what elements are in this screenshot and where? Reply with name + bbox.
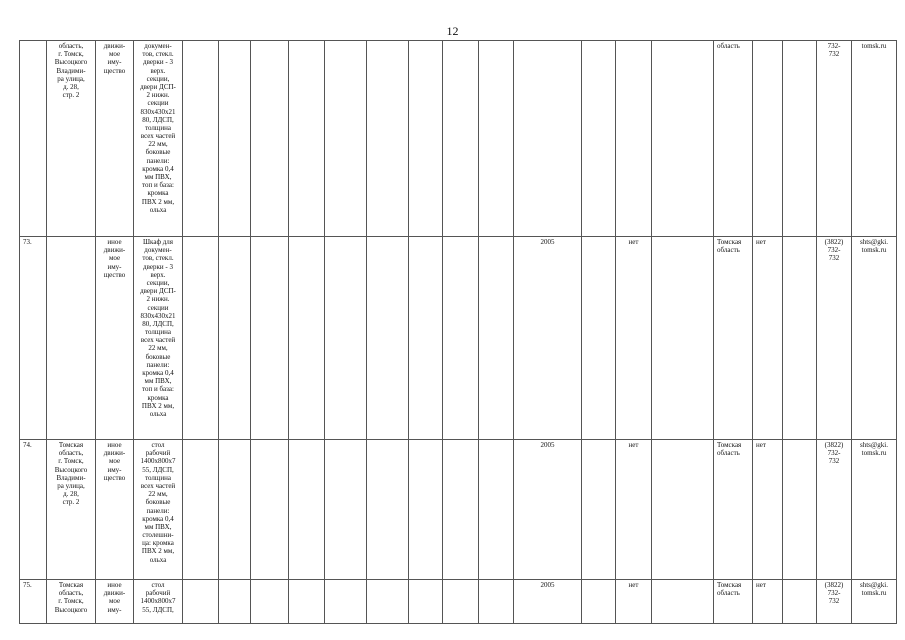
empty-cell	[783, 41, 817, 237]
row-number-cell	[20, 41, 47, 237]
property-type-cell: иное движи- мое иму- щество	[96, 237, 134, 440]
description-cell: докумен- тов, стекл. дверки - 3 верх. секции, двери ДСП- 2 нижн. секции 830х430х21 80, ЛДСП, толщина всех частей 22 мм, боковые панели: кромка 0,4 мм ПВХ, топ и база: кромка ПВХ 2 мм, ольха	[134, 41, 183, 237]
flag-cell	[616, 41, 652, 237]
property-type-cell: движи- мое иму- щество	[96, 41, 134, 237]
empty-cell	[409, 440, 443, 580]
empty-cell	[443, 580, 479, 624]
address-cell: область, г. Томск, Высоцкого Владими- ра улица, д. 28, стр. 2	[47, 41, 96, 237]
empty-cell	[582, 440, 616, 580]
phone-cell: (3822) 732- 732	[817, 440, 852, 580]
empty-cell	[251, 440, 289, 580]
table-row	[20, 580, 897, 624]
empty-cell	[367, 41, 409, 237]
row-number-cell: 74.	[20, 440, 47, 580]
phone-cell: (3822) 732- 732	[817, 237, 852, 440]
description-cell: стол рабочий 1400х800х7 55, ЛДСП,	[134, 580, 183, 624]
empty-cell	[289, 237, 325, 440]
empty-cell	[251, 237, 289, 440]
empty-cell	[652, 440, 714, 580]
email-cell: shts@gki. tomsk.ru	[852, 237, 897, 440]
empty-cell	[325, 237, 367, 440]
description-cell: Шкаф для докумен- тов, стекл. дверки - 3 верх. секции, двери ДСП- 2 нижн. секции 830х430х21 80, ЛДСП, толщина всех частей 22 мм, боковые панели: кромка 0,4 мм ПВХ, топ и база: кромка ПВХ 2 мм, ольха	[134, 237, 183, 440]
property-type-cell: иное движи- мое иму-	[96, 580, 134, 624]
address-cell: Томская область, г. Томск, Высоцкого Владими- ра улица, д. 28, стр. 2	[47, 440, 96, 580]
phone-cell: (3822) 732- 732	[817, 580, 852, 624]
email-cell: tomsk.ru	[852, 41, 897, 237]
empty-cell	[251, 41, 289, 237]
empty-cell	[582, 237, 616, 440]
empty-cell	[183, 41, 219, 237]
empty-cell	[219, 41, 251, 237]
empty-cell	[367, 580, 409, 624]
empty-cell	[443, 440, 479, 580]
table-row	[20, 237, 897, 440]
region-cell: Томская область	[714, 440, 753, 580]
row-number-cell: 75.	[20, 580, 47, 624]
region-cell: область	[714, 41, 753, 237]
empty-cell	[183, 440, 219, 580]
flag-cell	[753, 41, 783, 237]
empty-cell	[219, 237, 251, 440]
empty-cell	[443, 237, 479, 440]
empty-cell	[325, 580, 367, 624]
address-cell	[47, 237, 96, 440]
flag-cell: нет	[753, 237, 783, 440]
empty-cell	[479, 237, 514, 440]
empty-cell	[783, 440, 817, 580]
flag-cell: нет	[616, 237, 652, 440]
year-cell: 2005	[514, 580, 582, 624]
empty-cell	[325, 41, 367, 237]
flag-cell: нет	[753, 580, 783, 624]
address-cell: Томская область, г. Томск, Высоцкого	[47, 580, 96, 624]
empty-cell	[251, 580, 289, 624]
row-number-cell: 73.	[20, 237, 47, 440]
empty-cell	[409, 237, 443, 440]
empty-cell	[289, 41, 325, 237]
property-register-table	[19, 40, 897, 624]
empty-cell	[183, 580, 219, 624]
empty-cell	[479, 580, 514, 624]
empty-cell	[479, 41, 514, 237]
flag-cell: нет	[616, 440, 652, 580]
email-cell: shts@gki. tomsk.ru	[852, 440, 897, 580]
empty-cell	[409, 41, 443, 237]
region-cell: Томская область	[714, 237, 753, 440]
year-cell: 2005	[514, 237, 582, 440]
flag-cell: нет	[753, 440, 783, 580]
description-cell: стол рабочий 1400х800х7 55, ЛДСП, толщина всех частей 22 мм, боковые панели: кромка 0,4 мм ПВХ, столешни- ца: кромка ПВХ 2 мм, ольха	[134, 440, 183, 580]
page-number: 12	[446, 24, 459, 38]
region-cell: Томская область	[714, 580, 753, 624]
empty-cell	[652, 41, 714, 237]
empty-cell	[367, 440, 409, 580]
phone-cell: 732- 732	[817, 41, 852, 237]
empty-cell	[783, 580, 817, 624]
table-row	[20, 440, 897, 580]
table-row	[20, 41, 897, 237]
empty-cell	[582, 41, 616, 237]
property-type-cell: иное движи- мое иму- щество	[96, 440, 134, 580]
empty-cell	[409, 580, 443, 624]
empty-cell	[479, 440, 514, 580]
empty-cell	[183, 237, 219, 440]
flag-cell: нет	[616, 580, 652, 624]
empty-cell	[325, 440, 367, 580]
year-cell: 2005	[514, 440, 582, 580]
empty-cell	[289, 440, 325, 580]
empty-cell	[289, 580, 325, 624]
year-cell	[514, 41, 582, 237]
empty-cell	[652, 580, 714, 624]
email-cell: shts@gki. tomsk.ru	[852, 580, 897, 624]
empty-cell	[367, 237, 409, 440]
empty-cell	[582, 580, 616, 624]
empty-cell	[219, 580, 251, 624]
empty-cell	[443, 41, 479, 237]
empty-cell	[783, 237, 817, 440]
empty-cell	[219, 440, 251, 580]
empty-cell	[652, 237, 714, 440]
